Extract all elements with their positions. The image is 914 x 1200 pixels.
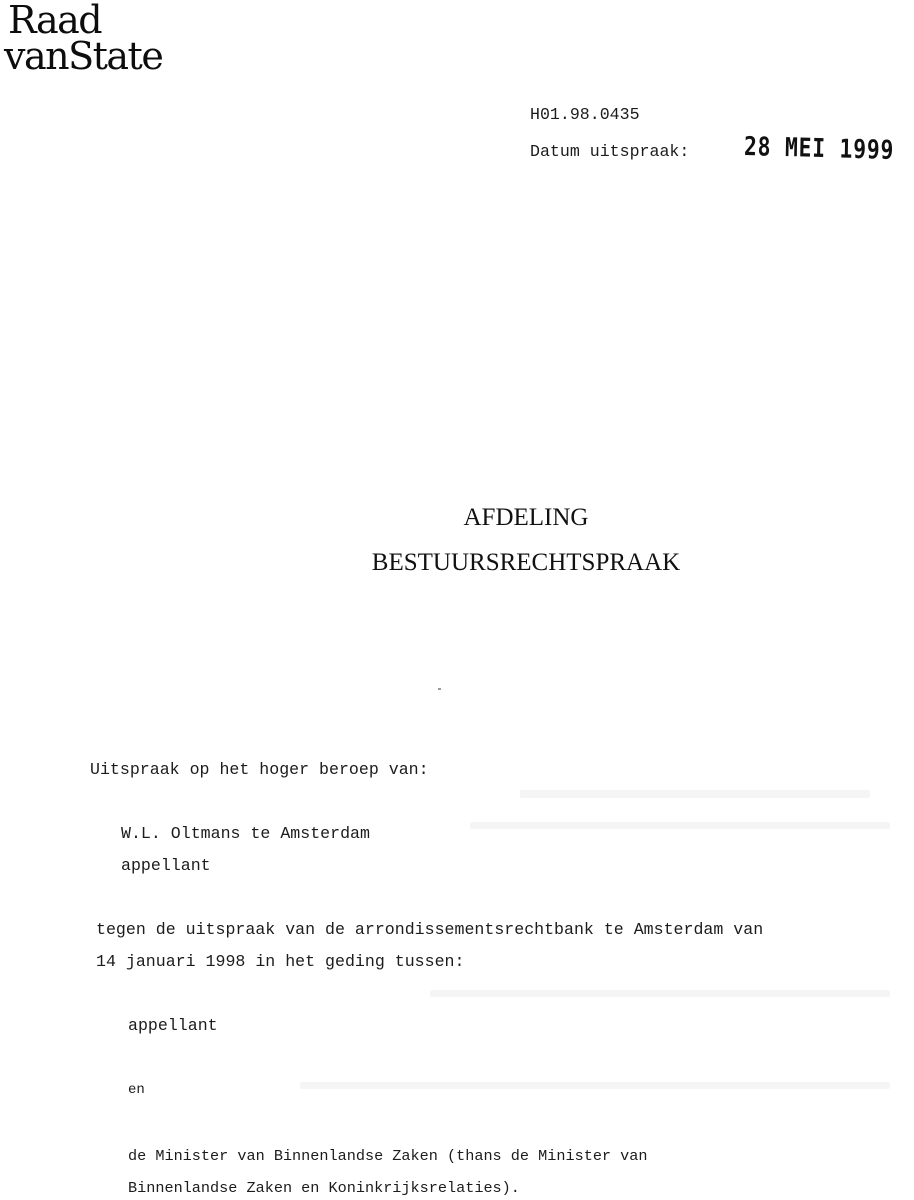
appellant-name: W.L. Oltmans te Amsterdam	[121, 824, 370, 843]
case-number: H01.98.0435	[530, 105, 640, 124]
raad-van-state-logo	[4, 0, 163, 78]
decision-date-label: Datum uitspraak:	[530, 142, 690, 161]
party-connector: en	[128, 1082, 145, 1098]
division-title-line1: AFDELING	[463, 504, 589, 531]
appellant-role: appellant	[121, 856, 211, 875]
scan-bleed-through	[300, 1082, 890, 1089]
scan-bleed-through	[520, 790, 870, 798]
logo-line-raad: Raad	[8, 0, 102, 42]
scan-speck	[438, 688, 441, 690]
scan-bleed-through	[470, 822, 890, 829]
appeal-intro: Uitspraak op het hoger beroep van:	[90, 760, 429, 779]
lower-court-ruling-line1: tegen de uitspraak van de arrondissementsrechtbank te Amsterdam van	[96, 920, 764, 939]
logo-line-vanstate: vanState	[4, 34, 163, 78]
second-appellant-role: appellant	[128, 1016, 218, 1035]
scan-bleed-through	[430, 990, 890, 997]
respondent-line1: de Minister van Binnenlandse Zaken (thans de Minister van	[128, 1147, 648, 1165]
lower-court-ruling-line2: 14 januari 1998 in het geding tussen:	[96, 952, 465, 971]
decision-date-stamp: 28 MEI 1999	[743, 132, 895, 166]
division-title-line2: BESTUURSRECHTSPRAAK	[371, 549, 681, 576]
respondent-line2: Binnenlandse Zaken en Koninkrijksrelaties).	[128, 1179, 520, 1197]
